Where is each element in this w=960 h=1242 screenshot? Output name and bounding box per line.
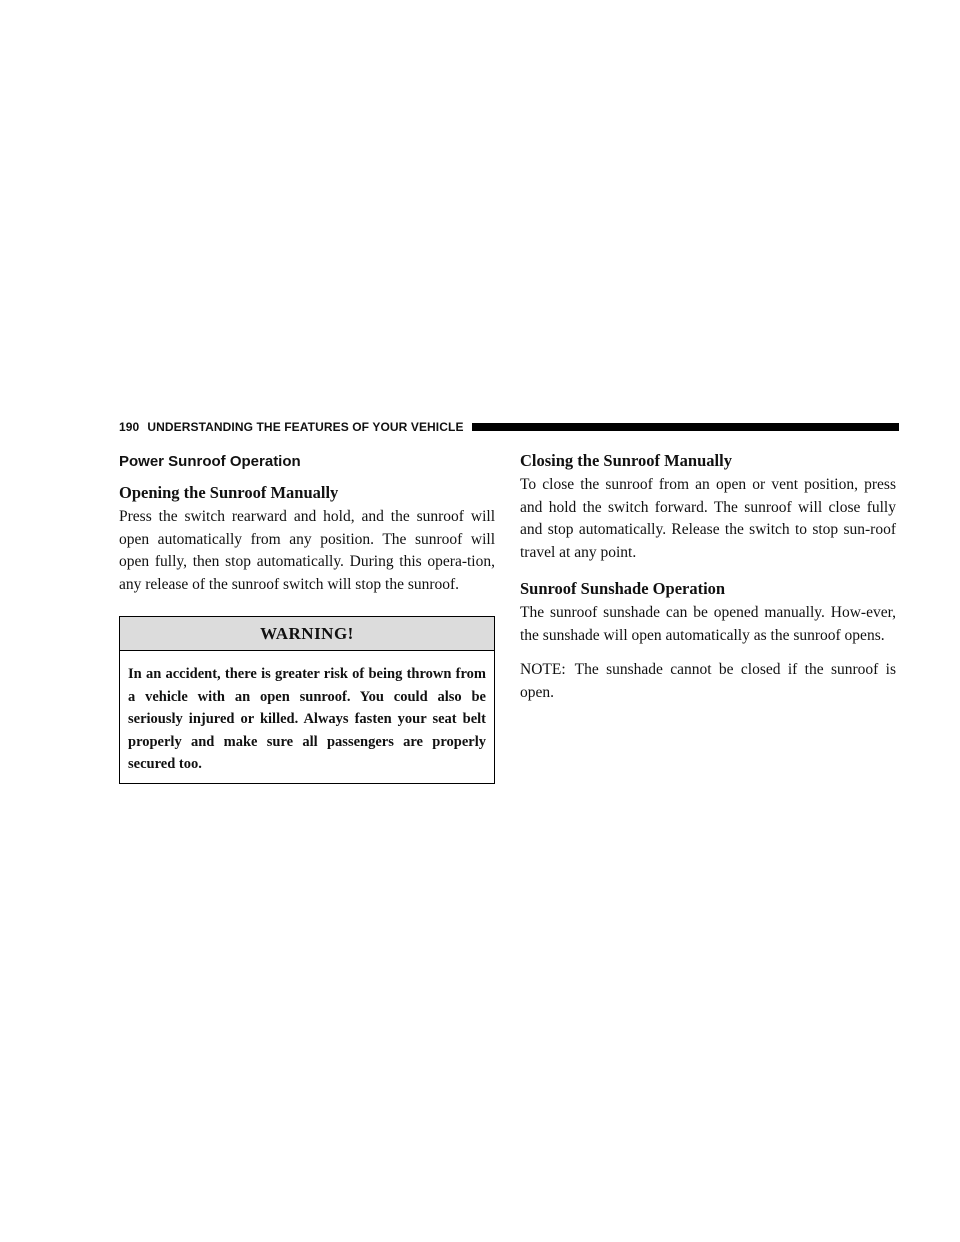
sunshade-subtitle: Sunroof Sunshade Operation [520,579,726,598]
chapter-title: UNDERSTANDING THE FEATURES OF YOUR VEHICLE [147,420,464,434]
page-number: 190 [119,420,140,434]
opening-paragraph: Press the switch rearward and hold, and the sunroof will open automatically from any position. The sunroof will open fully, then stop automatically. During this opera-tion, any release of the sunroof switch will stop the sunroof. [119,508,495,593]
left-column [119,450,495,784]
section-title: Power Sunroof Operation [119,453,301,470]
warning-title: WARNING! [120,617,494,651]
note-text: The sunshade cannot be closed if the sunroof is open. [520,661,896,701]
closing-paragraph: To close the sunroof from an open or vent position, press and hold the switch forward. The sunroof will close fully and stop automatically. Release the switch to stop sun-roof travel at any point. [520,476,896,561]
opening-subtitle: Opening the Sunroof Manually [119,483,339,502]
closing-subtitle: Closing the Sunroof Manually [520,451,732,470]
note [520,659,896,704]
right-column [520,450,896,704]
warning-text: In an accident, there is greater risk of being thrown from a vehicle with an open sunroof. You could also be seriously injured or killed. Always fasten your seat belt properly and make sure all passengers are properly secured too. [128,666,486,772]
note-label: NOTE: [520,661,566,678]
header-rule [472,423,899,431]
warning-box [119,616,495,784]
running-header [119,419,899,435]
sunshade-paragraph: The sunroof sunshade can be opened manually. How-ever, the sunshade will open automatically as the sunroof opens. [520,604,896,644]
